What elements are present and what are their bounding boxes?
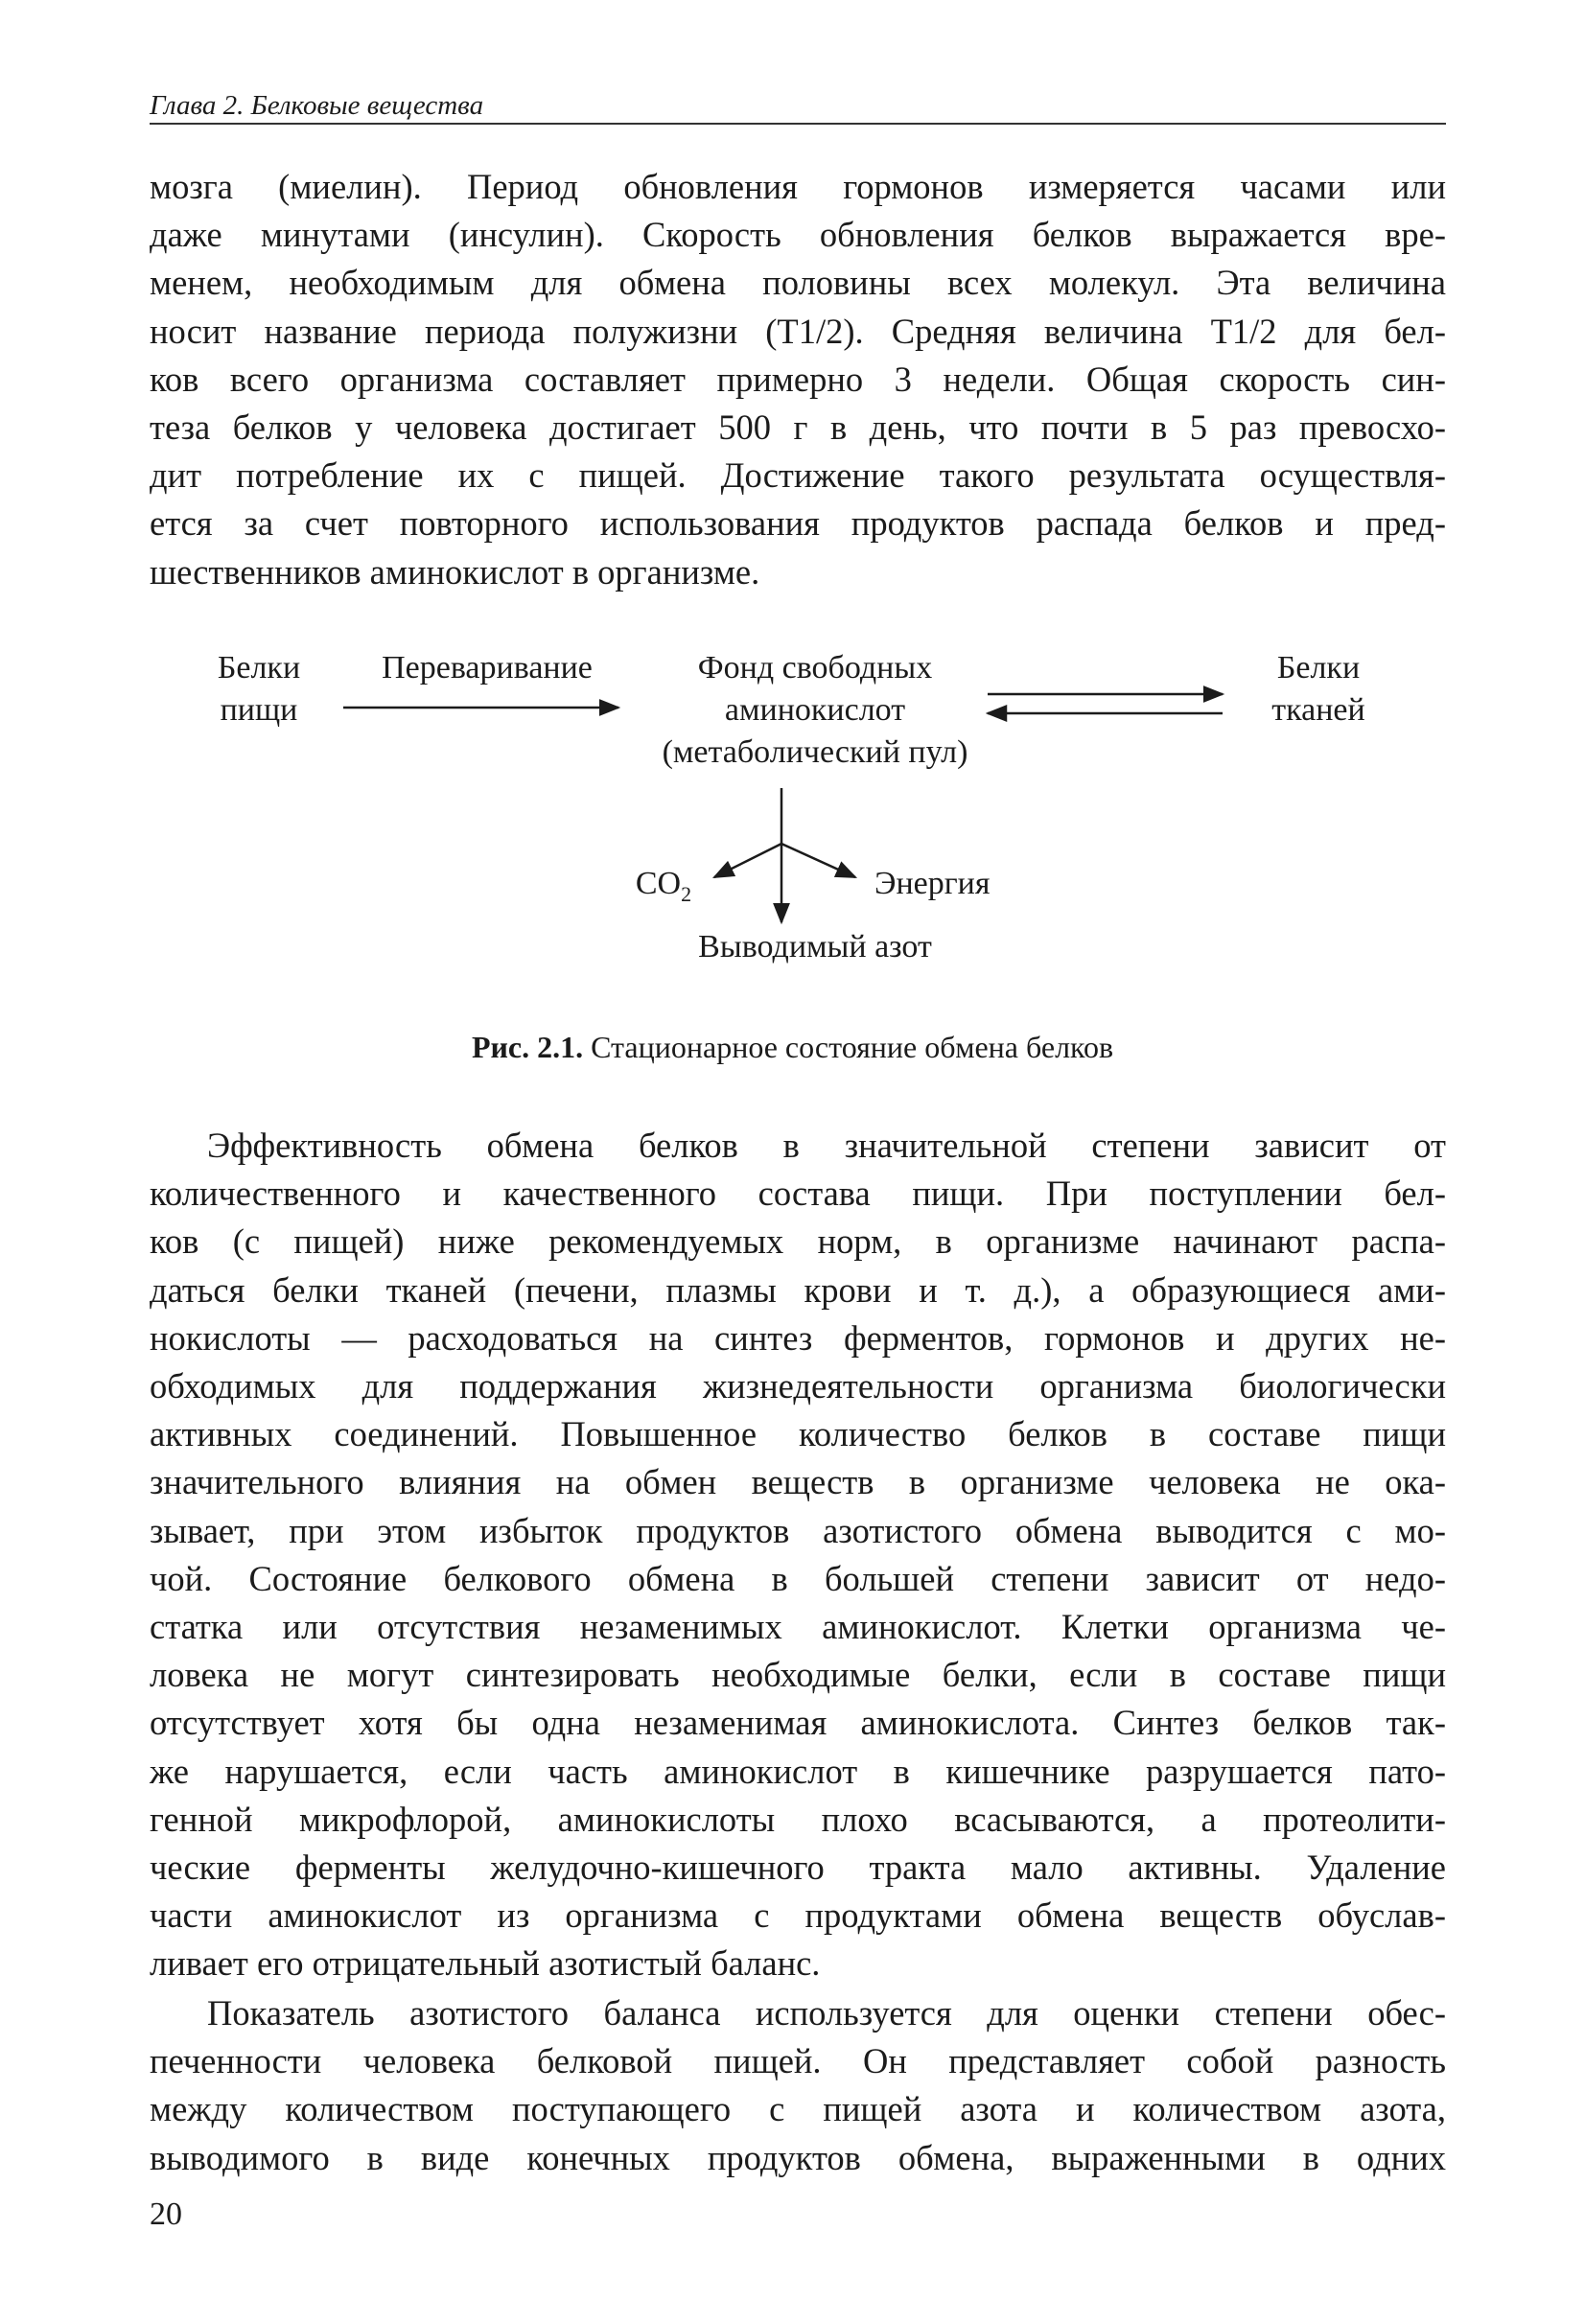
- digestion-label: Переваривание: [382, 650, 593, 686]
- pool-line2: аминокислот: [724, 692, 906, 728]
- text-line: ков всего организма составляет примерно 3 недели. Общая скорость син-: [150, 359, 1446, 399]
- text-line: между количеством поступающего с пищей азота и количеством азота,: [150, 2089, 1446, 2129]
- text-line: статка или отсутствия незаменимых аминокислот. Клетки организма че-: [150, 1607, 1446, 1647]
- text-line: менем, необходимым для обмена половины всех молекул. Эта величина: [150, 263, 1446, 303]
- tissue-proteins-line2: тканей: [1271, 692, 1365, 728]
- text-line: мозга (миелин). Период обновления гормонов измеряется часами или: [150, 167, 1446, 206]
- text-line: ков (с пищей) ниже рекомендуемых норм, в организме начинают распа-: [150, 1221, 1446, 1262]
- text-line: отсутствует хотя бы одна незаменимая аминокислота. Синтез белков так-: [150, 1703, 1446, 1743]
- excreted-nitrogen-label: Выводимый азот: [698, 929, 932, 964]
- text-line: ческие ферменты желудочно-кишечного тракта мало активны. Удаление: [150, 1848, 1446, 1888]
- paragraph-efficiency: [150, 1122, 1446, 1988]
- co2-subscript: 2: [681, 881, 692, 906]
- paragraph-nitrogen-balance: [150, 1989, 1446, 2182]
- text-line: шественников аминокислот в организме.: [150, 551, 760, 592]
- text-line: даже минутами (инсулин). Скорость обновления белков выражается вре-: [150, 215, 1446, 255]
- caption-label: Рис. 2.1.: [471, 1030, 584, 1064]
- energy-label: Энергия: [874, 866, 991, 901]
- text-line: ливает его отрицательный азотистый баланс.: [150, 1943, 821, 1984]
- text-line: активных соединений. Повышенное количество белков в составе пищи: [150, 1414, 1446, 1454]
- co2-text: CO: [635, 866, 682, 901]
- amino-acid-pool-label: [614, 647, 1016, 774]
- text-line: нокислоты — расходоваться на синтез ферментов, гормонов и других не-: [150, 1317, 1446, 1358]
- pool-line1: Фонд свободных: [697, 650, 933, 686]
- text-line: Показатель азотистого баланса используется для оценки степени обес-: [207, 1993, 1446, 2033]
- text-line: теза белков у человека достигает 500 г в день, что почти в 5 раз превосхо-: [150, 407, 1446, 448]
- page-number: 20: [150, 2196, 182, 2232]
- energy-arrow: [781, 844, 855, 877]
- text-line: даться белки тканей (печени, плазмы крови и т. д.), а образующиеся ами-: [150, 1269, 1446, 1310]
- text-line: Эффективность обмена белков в значительной степени зависит от: [207, 1126, 1446, 1165]
- text-line: обходимых для поддержания жизнедеятельности организма биологически: [150, 1366, 1446, 1406]
- food-proteins-label: [201, 647, 316, 732]
- food-proteins-line2: пищи: [220, 692, 298, 728]
- caption-text: Стационарное состояние обмена белков: [583, 1030, 1114, 1064]
- food-proteins-line1: Белки: [217, 650, 301, 686]
- text-line: генной микрофлорой, аминокислоты плохо всасываются, а протеолити-: [150, 1799, 1446, 1839]
- running-header: Глава 2. Белковые вещества: [150, 88, 1446, 125]
- text-line: ется за счет повторного использования продуктов распада белков и пред-: [150, 503, 1446, 544]
- text-line: же нарушается, если часть аминокислот в кишечнике разрушается пато-: [150, 1751, 1446, 1791]
- pool-line3: (метаболический пул): [662, 734, 968, 770]
- tissue-proteins-line1: Белки: [1276, 650, 1361, 686]
- text-line: ловека не могут синтезировать необходимые белки, если в составе пищи: [150, 1655, 1446, 1695]
- text-line: выводимого в виде конечных продуктов обмена, выраженными в одних: [150, 2137, 1446, 2177]
- text-line: количественного и качественного состава пищи. При поступлении бел-: [150, 1174, 1446, 1214]
- text-line: чой. Состояние белкового обмена в большей степени зависит от недо-: [150, 1558, 1446, 1598]
- text-line: печенности человека белковой пищей. Он представляет собой разность: [150, 2041, 1446, 2081]
- text-line: части аминокислот из организма с продуктами обмена веществ обуслав-: [150, 1895, 1446, 1936]
- co2-label: [625, 863, 702, 916]
- tissue-proteins-label: [1247, 647, 1390, 732]
- text-line: дит потребление их с пищей. Достижение такого результата осуществля-: [150, 455, 1446, 496]
- co2-arrow: [714, 844, 781, 877]
- text-line: носит название периода полужизни (T1/2). Средняя величина T1/2 для бел-: [150, 311, 1446, 351]
- text-line: зывает, при этом избыток продуктов азотистого обмена выводится с мо-: [150, 1510, 1446, 1550]
- figure-caption: [0, 1026, 1585, 1068]
- text-line: значительного влияния на обмен веществ в организме человека не ока-: [150, 1462, 1446, 1502]
- paragraph-intro: [150, 163, 1446, 596]
